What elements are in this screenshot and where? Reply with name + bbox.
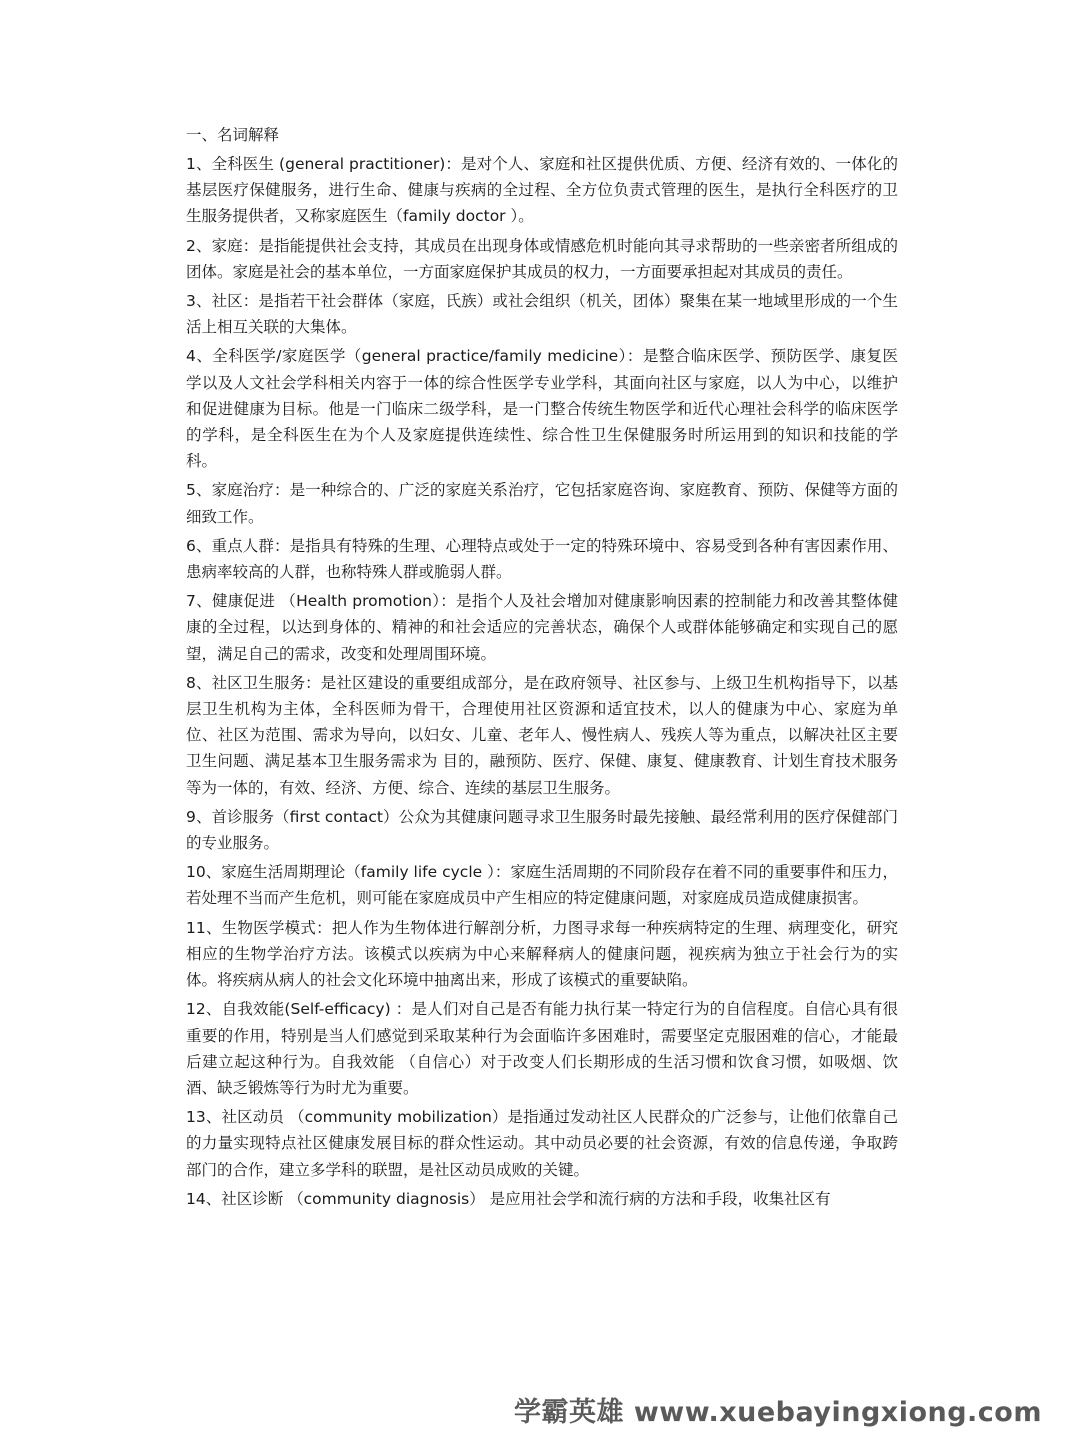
definition-entry-5: 5、家庭治疗：是一种综合的、广泛的家庭关系治疗，它包括家庭咨询、家庭教育、预防、保健等方面的细致工作。: [186, 481, 898, 526]
definition-entry-13: 13、社区动员 （community mobilization）是指通过发动社区人民群众的广泛参与，让他们依靠自己的力量实现特点社区健康发展目标的群众性运动。其中动员必要的社会资源，有效的信息传递，争取跨部门的合作，建立多学科的联盟，是社区动员成败的关键。: [186, 1108, 898, 1179]
definition-entry-10: 10、家庭生活周期理论（family life cycle ）：家庭生活周期的不同阶段存在着不同的重要事件和压力，若处理不当而产生危机，则可能在家庭成员中产生相应的特定健康问题，对家庭成员造成健康损害。: [186, 863, 898, 908]
definition-entry-12: 12、自我效能(Self-efficacy) ：是人们对自己是否有能力执行某一特定行为的自信程度。自信心具有很重要的作用，特别是当人们感觉到采取某种行为会面临许多困难时，需要坚定克服困难的信心，才能最后建立起这种行为。自我效能 （自信心）对于改变人们长期形成的生活习惯和饮食习惯，如吸烟、饮酒、缺乏锻炼等行为时尤为重要。: [186, 1000, 898, 1097]
definition-entry-7: 7、健康促进 （Health promotion）：是指个人及社会增加对健康影响因素的控制能力和改善其整体健康的全过程，以达到身体的、精神的和社会适应的完善状态，确保个人或群体能够确定和实现自己的愿望，满足自己的需求，改变和处理周围环境。: [186, 592, 898, 663]
site-watermark: 学霸英雄 www.xuebayingxiong.com: [513, 1397, 1042, 1428]
definition-entry-9: 9、首诊服务（first contact）公众为其健康问题寻求卫生服务时最先接触、最经常利用的医疗保健部门的专业服务。: [186, 807, 898, 853]
definition-entry-4: 4、全科医学/家庭医学（general practice/family medicine）：是整合临床医学、预防医学、康复医学以及人文社会学科相关内容于一体的综合性医学专业学科，其面向社区与家庭，以人为中心，以维护和促进健康为目标。他是一门临床二级学科，是一门整合传统生物医学和近代心理社会科学的临床医学的学科，是全科医生在为个人及家庭提供连续性、综合性卫生保健服务时所运用到的知识和技能的学科。: [186, 347, 898, 471]
definition-entry-8: 8、社区卫生服务：是社区建设的重要组成部分，是在政府领导、社区参与、上级卫生机构指导下，以基层卫生机构为主体，全科医师为骨干，合理使用社区资源和适宜技术，以人的健康为中心、家庭为单位、社区为范围、需求为导向，以妇女、儿童、老年人、慢性病人、残疾人等为重点，以解决社区主要卫生问题、满足基本卫生服务需求为 目的，融预防、医疗、保健、康复、健康教育、计划生育技术服务等为一体的，有效、经济、方便、综合、连续的基层卫生服务。: [186, 673, 898, 797]
section-heading: 一、名词解释: [186, 126, 280, 144]
definition-entry-11: 11、生物医学模式：把人作为生物体进行解剖分析，力图寻求每一种疾病特定的生理、病理变化，研究相应的生物学治疗方法。该模式以疾病为中心来解释病人的健康问题，视疾病为独立于社会行为的实体。将疾病从病人的社会文化环境中抽离出来，形成了该模式的重要缺陷。: [186, 918, 898, 990]
definition-entry-3: 3、社区：是指若干社会群体（家庭，氏族）或社会组织（机关，团体）聚集在某一地域里形成的一个生活上相互关联的大集体。: [186, 292, 898, 337]
definition-entry-1: 1、全科医生 (general practitioner)：是对个人、家庭和社区提供优质、方便、经济有效的、一体化的基层医疗保健服务，进行生命、健康与疾病的全过程、全方位负责式管理的医生，是执行全科医疗的卫生服务提供者，又称家庭医生（family doctor ）。: [186, 155, 898, 226]
document-body: [186, 122, 898, 1215]
definition-entry-6: 6、重点人群：是指具有特殊的生理、心理特点或处于一定的特殊环境中、容易受到各种有害因素作用、患病率较高的人群，也称特殊人群或脆弱人群。: [186, 536, 898, 582]
definition-entry-2: 2、家庭：是指能提供社会支持，其成员在出现身体或情感危机时能向其寻求帮助的一些亲密者所组成的团体。家庭是社会的基本单位，一方面家庭保护其成员的权力，一方面要承担起对其成员的责任。: [186, 236, 898, 281]
definition-entry-14: 14、社区诊断 （community diagnosis） 是应用社会学和流行病的方法和手段，收集社区有: [186, 1189, 831, 1208]
